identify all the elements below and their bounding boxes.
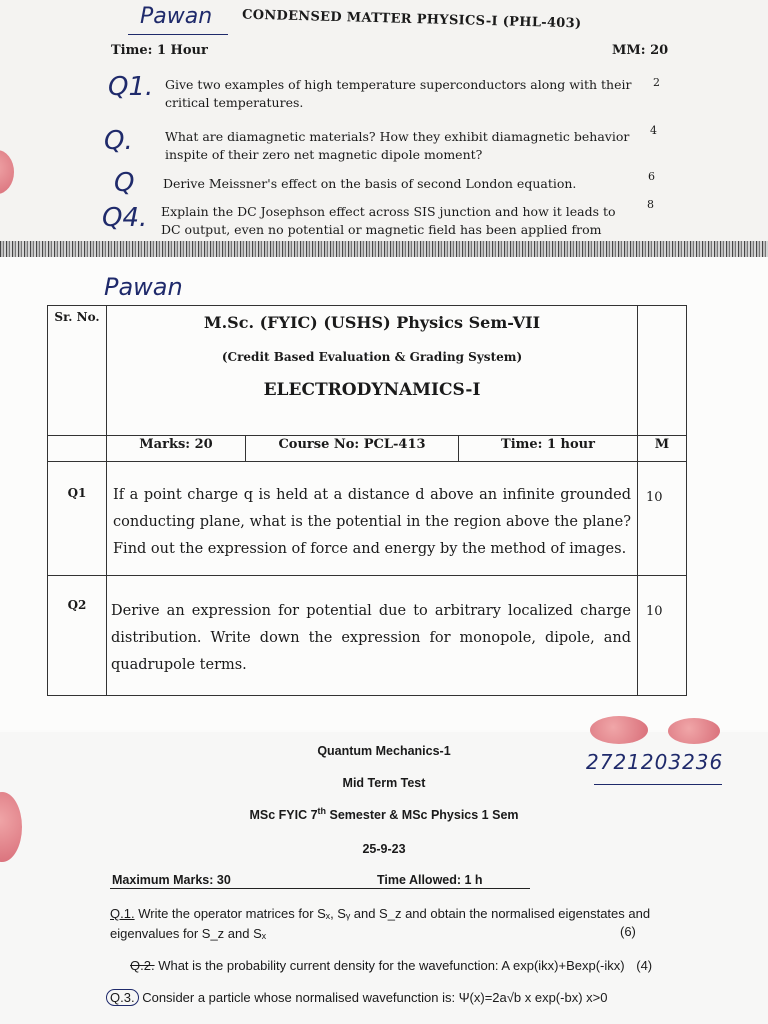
time-allowed: Time Allowed: 1 h [377, 873, 483, 887]
test-name: Mid Term Test [342, 776, 426, 790]
blank-cell [48, 436, 107, 462]
question-2-marks: 4 [650, 124, 657, 137]
program-title: M.Sc. (FYIC) (USHS) Physics Sem-VII [203, 313, 541, 332]
handwritten-roll-number: 2721203236 [586, 750, 724, 774]
sr-no-header: Sr. No. [48, 306, 107, 436]
q1-text: If a point charge q is held at a distance d above an infinite grounded conducting plane, what is the potential in the region above the plane? Find out the expression of force and energy by the method of images. [107, 462, 638, 576]
q2-number: Q2 [48, 576, 107, 696]
question-4-text: Explain the DC Josephson effect across SIS junction and how it leads to DC output, even no potential or magnetic field has been applied from [161, 204, 616, 237]
m-column-label: M [638, 436, 687, 462]
question-3-marks: 6 [648, 170, 655, 183]
marks-label: Marks: 20 [107, 436, 246, 462]
question-3-text: Derive Meissner's effect on the basis of second London equation. [163, 176, 577, 191]
q2-marks: 10 [638, 576, 687, 696]
course-label: Course No: PCL-413 [246, 436, 459, 462]
question-1-marks: (6) [620, 924, 636, 939]
max-marks-label: MM: 20 [612, 43, 669, 58]
finger-edge [590, 716, 648, 744]
grading-system: (Credit Based Evaluation & Grading System) [221, 350, 523, 364]
question-4-marks: 8 [647, 198, 654, 211]
question-number-handwritten: Q1. [108, 72, 154, 102]
marks-column-top [638, 306, 687, 436]
q1-marks: 10 [638, 462, 687, 576]
time-label: Time: 1 Hour [111, 43, 208, 58]
q1-number: Q1 [48, 462, 107, 576]
exam-date: 25-9-23 [362, 842, 406, 856]
paper-title: CONDENSED MATTER PHYSICS-I (PHL-403) [241, 7, 582, 32]
exam-title-cell [107, 306, 638, 436]
class-info: MSc FYIC 7th Semester & MSc Physics 1 Sem [249, 806, 519, 823]
question-2: Q.2. What is the probability current density for the wavefunction: A exp(ikx)+Bexp(-ikx) (4) [130, 958, 653, 973]
signature-underline [128, 34, 228, 35]
exam-header-table [47, 305, 687, 696]
electrodynamics-paper [0, 257, 768, 730]
subject-title: ELECTRODYNAMICS-I [263, 380, 481, 400]
finger-edge [668, 718, 720, 744]
q2-text: Derive an expression for potential due to arbitrary localized charge distribution. Write down the expression for monopole, dipole, and quadrupole terms. [107, 576, 638, 696]
course-title: Quantum Mechanics-1 [317, 744, 451, 758]
question-number-handwritten: Q4. [102, 203, 148, 233]
header-rule [110, 888, 530, 889]
question-1: Q.1. Write the operator matrices for Sₓ, Sᵧ and S_z and obtain the normalised eigenstates and eigenvalues for S_z and Sₓ [110, 906, 651, 941]
question-1-text: Give two examples of high temperature superconductors along with their critical temperatures. [165, 77, 632, 110]
question-3: Q.3. Consider a particle whose normalised wavefunction is: Ψ(x)=2a√b x exp(-bx) x>0 [106, 990, 706, 1005]
condensed-matter-paper [0, 0, 768, 252]
max-marks: Maximum Marks: 30 [112, 873, 231, 887]
question-number-handwritten: Q [114, 168, 135, 198]
question-2-text: What are diamagnetic materials? How they exhibit diamagnetic behavior inspite of their zero net magnetic dipole moment? [165, 129, 630, 162]
quantum-mechanics-paper [0, 732, 768, 1024]
question-number-handwritten: Q. [104, 126, 133, 156]
time-label: Time: 1 hour [459, 436, 638, 462]
question-1-marks: 2 [653, 76, 660, 89]
roll-underline [594, 784, 722, 785]
handwritten-signature: Pawan [104, 273, 183, 301]
handwritten-signature: Pawan [140, 4, 213, 29]
